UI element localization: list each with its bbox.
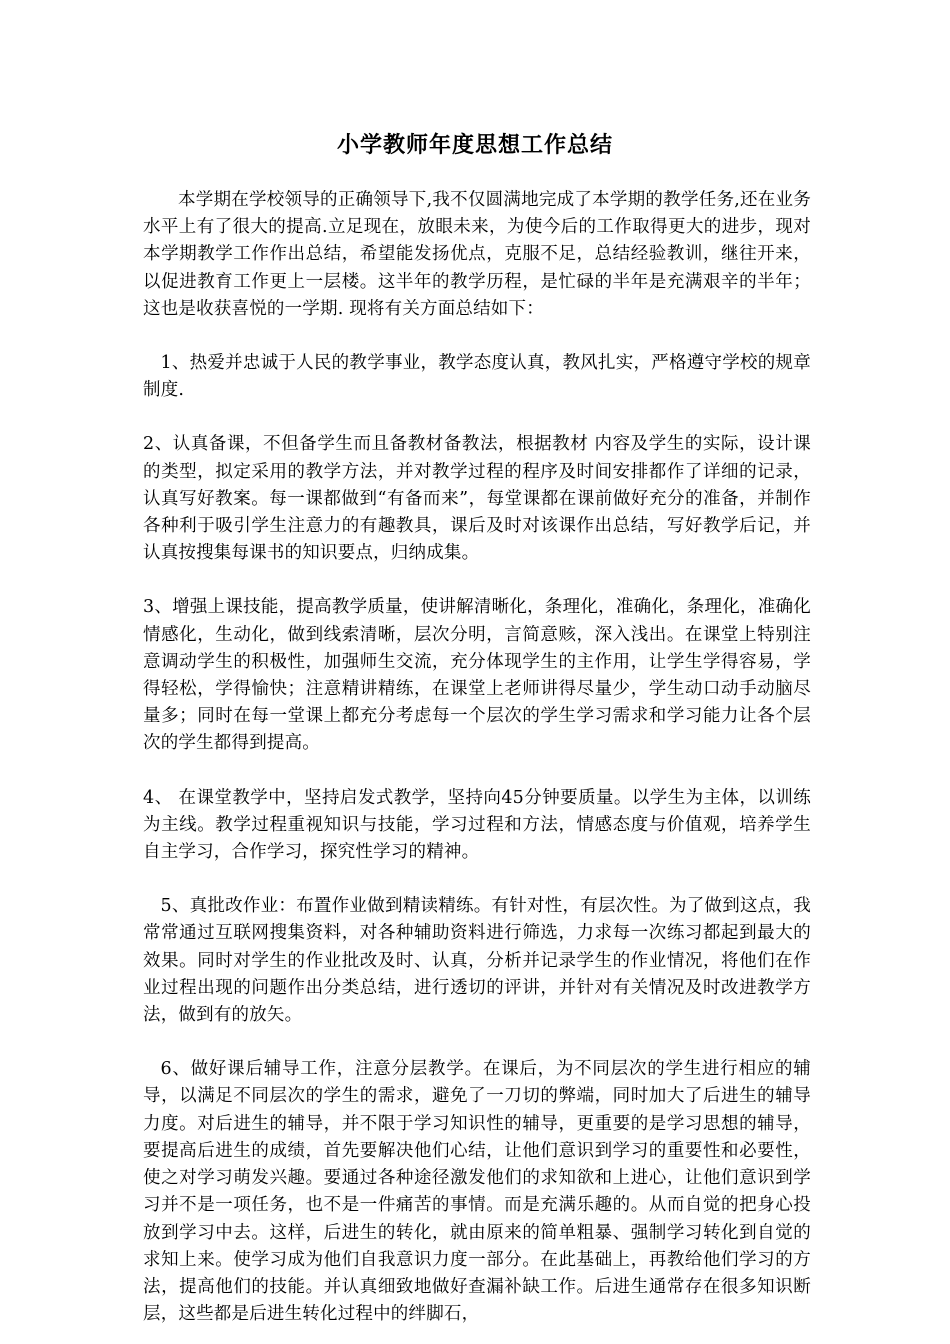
point-3-paragraph: 3、增强上课技能，提高教学质量，使讲解清晰化，条理化，准确化，条理化，准确化情感化，生动化，做到线索清晰，层次分明，言简意赅，深入浅出。在课堂上特别注意调动学生的积极性，加强师生交流，充分体现学生的主作用，让学生学得容易，学得轻松，学得愉快；注意精讲精练，在课堂上老师讲得尽量少，学生动口动手动脑尽量多；同时在每一堂课上都充分考虑每一个层次的学生学习需求和学习能力让各个层次的学生都得到提高。: [143, 597, 811, 754]
point-6-paragraph: 6、做好课后辅导工作，注意分层教学。在课后，为不同层次的学生进行相应的辅导，以满足不同层次的学生的需求，避免了一刀切的弊端，同时加大了后进生的辅导力度。对后进生的辅导，并不限于学习知识性的辅导，更重要的是学习思想的辅导，要提高后进生的成绩，首先要解决他们心结，让他们意识到学习的重要性和必要性，使之对学习萌发兴趣。要通过各种途径激发他们的求知欲和上进心，让他们意识到学习并不是一项任务，也不是一件痛苦的事情。而是充满乐趣的。从而自觉的把身心投放到学习中去。这样，后进生的转化，就由原来的简单粗暴、强制学习转化到自觉的求知上来。使学习成为他们自我意识力度一部分。在此基础上，再教给他们学习的方法，提高他们的技能。并认真细致地做好查漏补缺工作。后进生通常存在很多知识断层，这些都是后进生转化过程中的绊脚石，: [143, 1059, 811, 1325]
point-5-paragraph: 5、真批改作业：布置作业做到精读精练。有针对性，有层次性。为了做到这点，我常常通过互联网搜集资料，对各种辅助资料进行筛选，力求每一次练习都起到最大的效果。同时对学生的作业批改及时、认真，分析并记录学生的作业情况，将他们在作业过程出现的问题作出分类总结，进行透切的评讲，并针对有关情况及时改进教学方法，做到有的放矢。: [143, 896, 811, 1026]
point-1-paragraph: 1、热爱并忠诚于人民的教学事业，教学态度认真，教风扎实，严格遵守学校的规章制度.: [143, 353, 811, 401]
point-2-paragraph: 2、认真备课，不但备学生而且备教材备教法，根据教材 内容及学生的实际，设计课的类型，拟定采用的教学方法，并对教学过程的程序及时间安排都作了详细的记录，认真写好教案。每一课都做到“有备而来”，每堂课都在课前做好充分的准备，并制作各种利于吸引学生注意力的有趣教具，课后及时对该课作出总结，写好教学后记，并认真按搜集每课书的知识要点，归纳成集。: [143, 434, 811, 564]
document-title: 小学教师年度思想工作总结: [336, 132, 613, 158]
document-body: [143, 187, 811, 1328]
point-4-paragraph: 4、 在课堂教学中，坚持启发式教学，坚持向45分钟要质量。以学生为主体，以训练为主线。教学过程重视知识与技能，学习过程和方法，情感态度与价值观，培养学生自主学习，合作学习，探究性学习的精神。: [143, 787, 811, 863]
intro-paragraph: 本学期在学校领导的正确领导下,我不仅圆满地完成了本学期的教学任务,还在业务水平上有了很大的提高.立足现在，放眼未来，为使今后的工作取得更大的进步，现对本学期教学工作作出总结，希望能发扬优点，克服不足，总结经验教训，继往开来，以促进教育工作更上一层楼。这半年的教学历程，是忙碌的半年是充满艰辛的半年；这也是收获喜悦的一学期. 现将有关方面总结如下：: [143, 190, 811, 319]
